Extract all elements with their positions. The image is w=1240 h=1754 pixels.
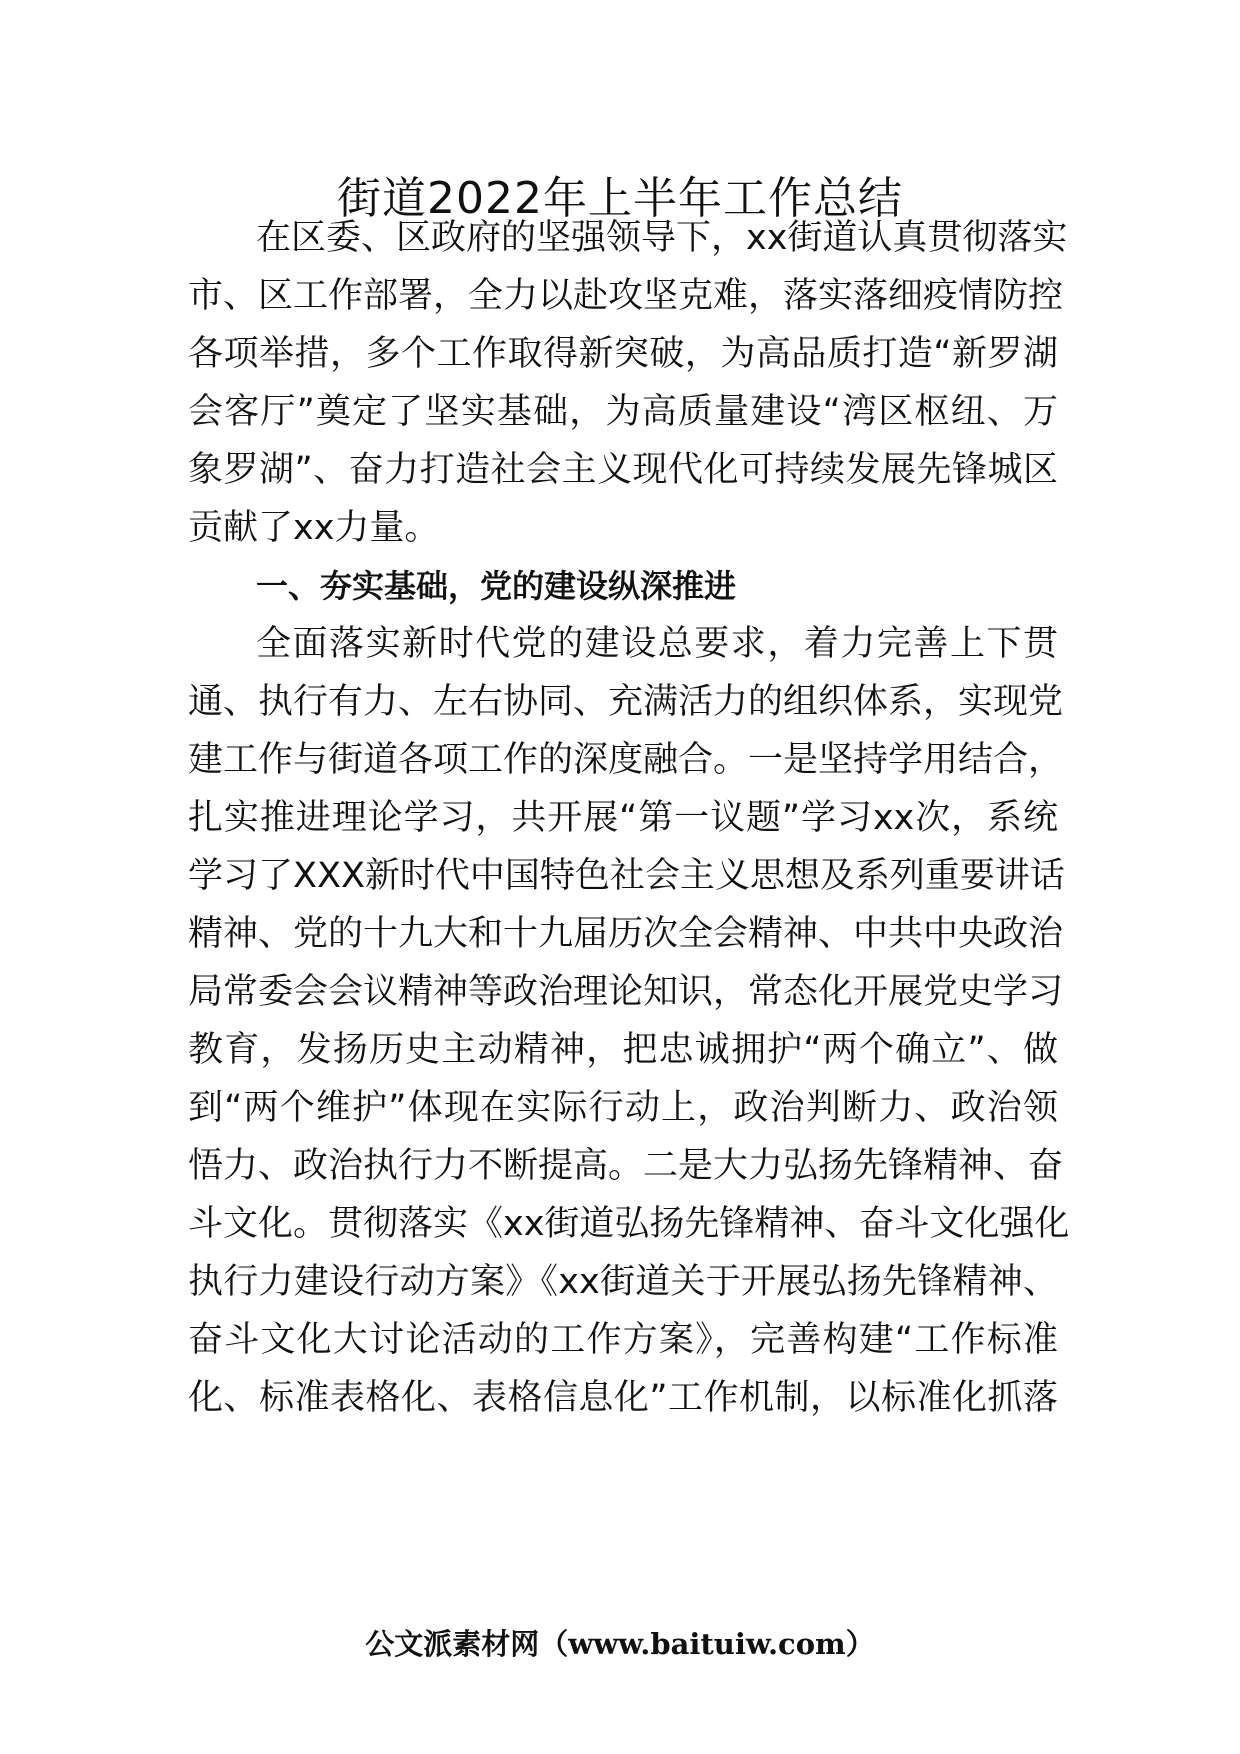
body-line: 学习了XXX新时代中国特色社会主义思想及系列重要讲话: [188, 856, 1065, 896]
body-line: 斗文化。贯彻落实《xx街道弘扬先锋精神、奋斗文化强化: [188, 1204, 1070, 1244]
intro-line: 象罗湖”、奋力打造社会主义现代化可持续发展先锋城区: [188, 450, 1058, 490]
body-line: 奋斗文化大讨论活动的工作方案》，完善构建“工作标准: [188, 1320, 1058, 1360]
body-line: 执行力建设行动方案》《xx街道关于开展弘扬先锋精神、: [188, 1262, 1058, 1302]
section-heading: 一、夯实基础，党的建设纵深推进: [256, 567, 737, 605]
body-line: 全面落实新时代党的建设总要求，着力完善上下贯: [256, 624, 1058, 664]
intro-line: 在区委、区政府的坚强领导下，xx街道认真贯彻落实: [256, 218, 1068, 258]
intro-line: 贡献了xx力量。: [188, 508, 440, 548]
body-line: 悟力、政治执行力不断提高。二是大力弘扬先锋精神、奋: [188, 1146, 1064, 1186]
body-line: 精神、党的十九大和十九届历次全会精神、中共中央政治: [188, 914, 1064, 954]
intro-line: 市、区工作部署，全力以赴攻坚克难，落实落细疫情防控: [188, 276, 1064, 316]
intro-line: 各项举措，多个工作取得新突破，为高品质打造“新罗湖: [188, 334, 1058, 374]
body-line: 通、执行有力、左右协同、充满活力的组织体系，实现党: [188, 682, 1064, 722]
body-line: 教育，发扬历史主动精神，把忠诚拥护“两个确立”、做: [188, 1030, 1058, 1070]
intro-line: 会客厅”奠定了坚实基础，为高质量建设“湾区枢纽、万: [188, 392, 1058, 432]
body-line: 局常委会会议精神等政治理论知识，常态化开展党史学习: [188, 972, 1064, 1012]
body-line: 建工作与街道各项工作的深度融合。一是坚持学用结合，: [188, 740, 1064, 780]
footer-watermark: 公文派素材网（www.baituiw.com）: [365, 1627, 875, 1661]
document-title: 街道2022年上半年工作总结: [337, 173, 903, 224]
body-line: 化、标准表格化、表格信息化”工作机制，以标准化抓落: [188, 1378, 1058, 1418]
body-line: 扎实推进理论学习，共开展“第一议题”学习xx次，系统: [188, 798, 1058, 838]
body-line: 到“两个维护”体现在实际行动上，政治判断力、政治领: [188, 1088, 1058, 1128]
